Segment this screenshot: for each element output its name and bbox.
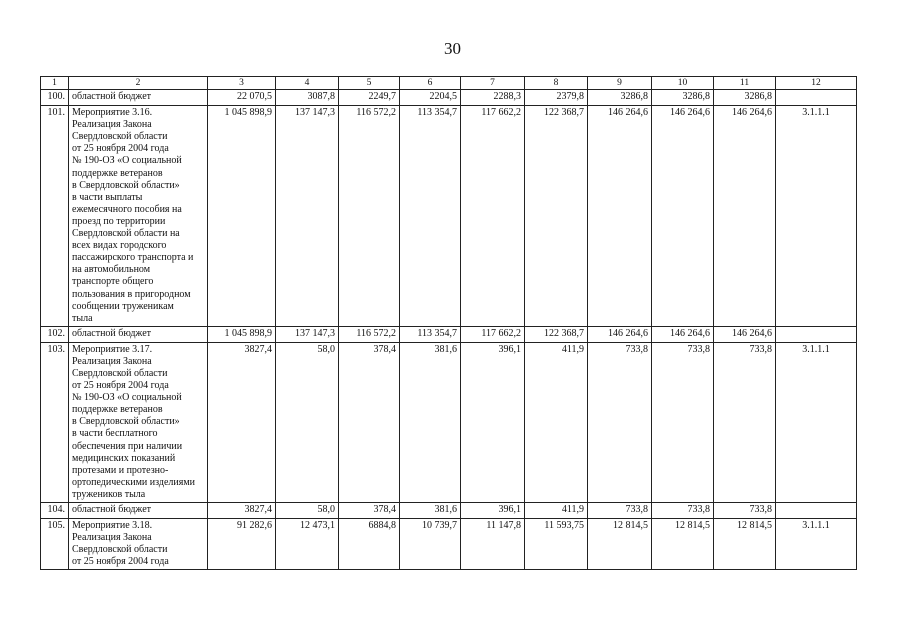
row-name-line: проезд по территории [72, 215, 166, 227]
column-number-cell: 9 [588, 77, 652, 90]
column-number-cell: 3 [208, 77, 276, 90]
amount-cell: 3827,4 [208, 342, 276, 502]
table-row [41, 519, 857, 570]
column-number-cell: 5 [339, 77, 400, 90]
amount-cell: 3286,8 [714, 90, 776, 106]
row-number-cell: 100. [41, 90, 69, 106]
amount-cell: 733,8 [652, 503, 714, 519]
row-name-cell [69, 106, 208, 327]
amount-cell: 2288,3 [461, 90, 525, 106]
amount-cell: 2204,5 [400, 90, 461, 106]
amount-cell: 396,1 [461, 342, 525, 502]
row-name-line: Мероприятие 3.17. [72, 343, 153, 355]
row-number-cell: 102. [41, 326, 69, 342]
row-name-line: ортопедическими изделиями [72, 476, 196, 488]
amount-cell: 91 282,6 [208, 519, 276, 570]
column-number-cell: 1 [41, 77, 69, 90]
amount-cell: 3087,8 [276, 90, 339, 106]
row-name-line: № 190-ОЗ «О социальной [72, 155, 182, 167]
row-name-line: в части выплаты [72, 191, 143, 203]
row-name-line: от 25 ноября 2004 года [72, 556, 169, 568]
row-name-line: Свердловской области [72, 367, 168, 379]
amount-cell: 3286,8 [588, 90, 652, 106]
amount-cell: 2249,7 [339, 90, 400, 106]
table-row [41, 503, 857, 519]
column-number-cell: 11 [714, 77, 776, 90]
row-name-line: пользования в пригородном [72, 288, 191, 300]
column-number-cell: 4 [276, 77, 339, 90]
target-code-cell: 3.1.1.1 [776, 106, 857, 327]
row-name-line: Свердловской области [72, 131, 168, 143]
amount-cell: 146 264,6 [652, 326, 714, 342]
row-name-line: ежемесячного пособия на [72, 203, 182, 215]
row-name-line: на автомобильном [72, 264, 151, 276]
amount-cell: 146 264,6 [588, 326, 652, 342]
amount-cell: 146 264,6 [714, 106, 776, 327]
row-name-line: поддержке ветеранов [72, 404, 163, 416]
amount-cell: 11 593,75 [525, 519, 588, 570]
column-number-row [41, 77, 857, 90]
target-code-cell [776, 326, 857, 342]
row-name-line: Свердловской области на [72, 228, 180, 240]
budget-table [40, 76, 857, 570]
row-name-line: всех видах городского [72, 240, 167, 252]
amount-cell: 411,9 [525, 503, 588, 519]
amount-cell: 113 354,7 [400, 106, 461, 327]
row-name-cell [69, 503, 208, 519]
amount-cell: 1 045 898,9 [208, 106, 276, 327]
amount-cell: 3286,8 [652, 90, 714, 106]
row-name-line: от 25 ноября 2004 года [72, 380, 169, 392]
row-number-cell: 104. [41, 503, 69, 519]
amount-cell: 117 662,2 [461, 326, 525, 342]
amount-cell: 733,8 [588, 503, 652, 519]
amount-cell: 396,1 [461, 503, 525, 519]
row-name-cell [69, 90, 208, 106]
amount-cell: 378,4 [339, 503, 400, 519]
row-name-line: обеспечения при наличии [72, 440, 183, 452]
row-name-line: Реализация Закона [72, 119, 152, 131]
amount-cell: 146 264,6 [588, 106, 652, 327]
amount-cell: 10 739,7 [400, 519, 461, 570]
row-name-line: Свердловской области [72, 544, 168, 556]
table-body [41, 77, 857, 570]
amount-cell: 116 572,2 [339, 106, 400, 327]
column-number-cell: 8 [525, 77, 588, 90]
row-name-line: областной бюджет [72, 504, 152, 515]
amount-cell: 378,4 [339, 342, 400, 502]
row-name-line: № 190-ОЗ «О социальной [72, 392, 182, 404]
column-number-cell: 6 [400, 77, 461, 90]
amount-cell: 411,9 [525, 342, 588, 502]
amount-cell: 58,0 [276, 503, 339, 519]
target-code-cell: 3.1.1.1 [776, 519, 857, 570]
row-name-cell [69, 519, 208, 570]
amount-cell: 2379,8 [525, 90, 588, 106]
table-row [41, 90, 857, 106]
amount-cell: 12 473,1 [276, 519, 339, 570]
row-number-cell: 101. [41, 106, 69, 327]
amount-cell: 12 814,5 [714, 519, 776, 570]
row-name-line: сообщении труженикам [72, 300, 174, 312]
amount-cell: 733,8 [714, 503, 776, 519]
row-name-cell [69, 326, 208, 342]
row-name-line: Мероприятие 3.16. [72, 107, 153, 119]
amount-cell: 146 264,6 [652, 106, 714, 327]
amount-cell: 22 070,5 [208, 90, 276, 106]
amount-cell: 12 814,5 [652, 519, 714, 570]
row-name-line: протезами и протезно- [72, 464, 169, 476]
column-number-cell: 10 [652, 77, 714, 90]
row-name-line: Реализация Закона [72, 532, 152, 544]
table-row [41, 342, 857, 502]
amount-cell: 117 662,2 [461, 106, 525, 327]
amount-cell: 122 368,7 [525, 326, 588, 342]
amount-cell: 733,8 [652, 342, 714, 502]
column-number-cell: 2 [69, 77, 208, 90]
row-name-cell [69, 342, 208, 502]
row-name-line: транспорте общего [72, 276, 154, 288]
row-name-line: Реализация Закона [72, 355, 152, 367]
target-code-cell [776, 503, 857, 519]
row-name-line: Мероприятие 3.18. [72, 520, 153, 531]
row-name-line: от 25 ноября 2004 года [72, 143, 169, 155]
table-row [41, 326, 857, 342]
row-name-line: тружеников тыла [72, 488, 146, 500]
amount-cell: 3827,4 [208, 503, 276, 519]
row-name-line: в Свердловской области» [72, 179, 180, 191]
amount-cell: 137 147,3 [276, 106, 339, 327]
target-code-cell: 3.1.1.1 [776, 342, 857, 502]
page-number: 30 [444, 39, 461, 58]
row-name-line: поддержке ветеранов [72, 167, 163, 179]
amount-cell: 733,8 [714, 342, 776, 502]
amount-cell: 137 147,3 [276, 326, 339, 342]
amount-cell: 113 354,7 [400, 326, 461, 342]
amount-cell: 122 368,7 [525, 106, 588, 327]
column-number-cell: 12 [776, 77, 857, 90]
amount-cell: 733,8 [588, 342, 652, 502]
row-name-line: в части бесплатного [72, 428, 158, 440]
amount-cell: 58,0 [276, 342, 339, 502]
row-name-line: областной бюджет [72, 327, 152, 339]
amount-cell: 11 147,8 [461, 519, 525, 570]
row-name-line: областной бюджет [72, 91, 152, 103]
amount-cell: 1 045 898,9 [208, 326, 276, 342]
target-code-cell [776, 90, 857, 106]
amount-cell: 381,6 [400, 503, 461, 519]
row-name-line: тыла [72, 312, 93, 324]
row-number-cell: 105. [41, 519, 69, 570]
table-row [41, 106, 857, 327]
row-name-line: пассажирского транспорта и [72, 252, 194, 264]
amount-cell: 146 264,6 [714, 326, 776, 342]
row-name-line: медицинских показаний [72, 452, 176, 464]
amount-cell: 116 572,2 [339, 326, 400, 342]
amount-cell: 12 814,5 [588, 519, 652, 570]
column-number-cell: 7 [461, 77, 525, 90]
row-name-line: в Свердловской области» [72, 416, 180, 428]
row-number-cell: 103. [41, 342, 69, 502]
amount-cell: 381,6 [400, 342, 461, 502]
amount-cell: 6884,8 [339, 519, 400, 570]
